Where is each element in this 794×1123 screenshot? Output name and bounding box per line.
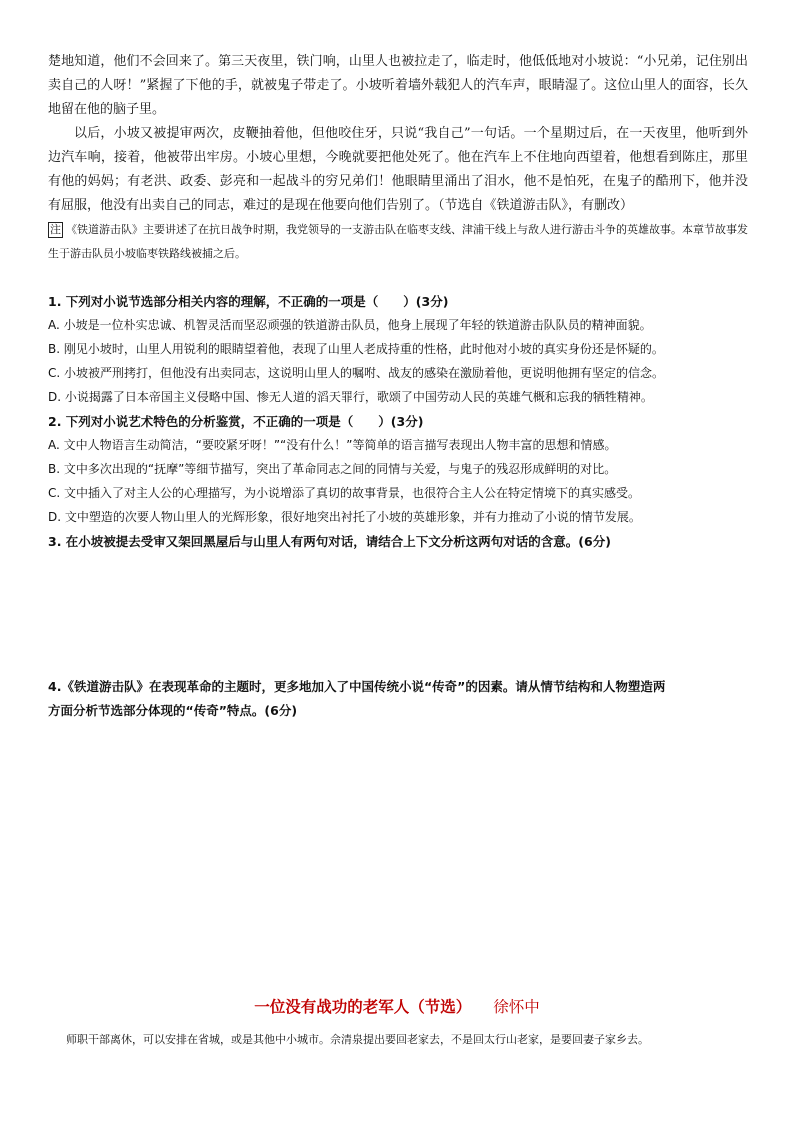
title-text: 一位没有战功的老军人（节选）	[254, 997, 472, 1016]
question-1-option-b: B. 刚见小坡时，山里人用锐利的眼睛望着他，表现了山里人老成持重的性格，此时他对小坡的真实身份还是怀疑的。	[48, 342, 664, 356]
question-2-option-b: B. 文中多次出现的“抚摩”等细节描写，突出了革命同志之间的同情与关爱，与鬼子的残忍形成鲜明的对比。	[48, 462, 617, 476]
passage-paragraph-2: 以后，小坡又被提审两次，皮鞭抽着他，但他咬住牙，只说“我自己”一句话。一个星期过后，在一天夜里，他听到外边汽车响，接着，他被带出牢房。小坡心里想，今晚就要把他处死了。他在汽车上不住地向西望着，他想看到陈庄，那里有他的妈妈；有老洪、政委、彭亮和一起战斗的穷兄弟们！他眼睛里涌出了泪水，他不是怕死，在鬼子的酷刑下，他并没有屈服，他没有出卖自己的同志，难过的是现在他要向他们告别了。（节选自《铁道游击队》，有删改）	[48, 126, 748, 213]
note-text: 《铁道游击队》主要讲述了在抗日战争时期，我党领导的一支游击队在临枣支线、津浦干线上与敌人进行游击斗争的英雄故事。本章节故事发生于游击队员小坡临枣铁路线被捕之后。	[48, 223, 748, 260]
question-1-option-a: A. 小坡是一位朴实忠诚、机智灵活而坚忍顽强的铁道游击队员，他身上展现了年轻的铁道游击队队员的精神面貌。	[48, 318, 652, 332]
question-2-option-d: D. 文中塑造的次要人物山里人的光辉形象，很好地突出衬托了小坡的英雄形象，并有力推动了小说的情节发展。	[48, 510, 641, 524]
question-2-option-c: C. 文中插入了对主人公的心理描写，为小说增添了真切的故事背景，也很符合主人公在特定情境下的真实感受。	[48, 486, 641, 500]
question-4-line-2: 方面分析节选部分体现的“传奇”特点。(6分)	[48, 703, 298, 718]
passage-note	[48, 218, 748, 266]
author-name: 徐怀中	[493, 998, 540, 1016]
question-1-option-c: C. 小坡被严刑拷打，但他没有出卖同志，这说明山里人的嘱咐、战友的感染在激励着他，更说明他拥有坚定的信念。	[48, 366, 665, 380]
passage-paragraph-1: 楚地知道，他们不会回来了。第三天夜里，铁门响，山里人也被拉走了，临走时，他低低地对小坡说：“小兄弟，记住别出卖自己的人呀！”紧握了下他的手，就被鬼子带走了。小坡听着墙外载犯人的汽车声，眼睛湿了。这位山里人的面容，长久地留在他的脑子里。	[48, 54, 748, 117]
question-1-option-d: D. 小说揭露了日本帝国主义侵略中国、惨无人道的滔天罪行，歌颂了中国劳动人民的英雄气概和忘我的牺牲精神。	[48, 390, 653, 404]
note-mark: 注	[50, 223, 61, 236]
next-passage-paragraph-1: 师职干部离休，可以安排在省城，或是其他中小城市。佘清泉提出要回老家去，不是回太行山老家，是要回妻子家乡去。	[66, 1033, 649, 1046]
question-3: 3. 在小坡被提去受审又架回黑屋后与山里人有两句对话，请结合上下文分析这两句对话的含意。(6分)	[48, 534, 611, 549]
question-1: 1. 下列对小说节选部分相关内容的理解，不正确的一项是（ ）(3分)	[48, 294, 449, 309]
question-2: 2. 下列对小说艺术特色的分析鉴赏，不正确的一项是（ ）(3分)	[48, 414, 424, 429]
question-4-line-1: 4.《铁道游击队》在表现革命的主题时，更多地加入了中国传统小说“传奇”的因素。请从情节结构和人物塑造两	[48, 679, 666, 694]
question-2-option-a: A. 文中人物语言生动简洁，“要咬紧牙呀！”“没有什么！”等简单的语言描写表现出人物丰富的思想和情感。	[48, 438, 617, 452]
next-passage-title	[0, 995, 794, 1019]
